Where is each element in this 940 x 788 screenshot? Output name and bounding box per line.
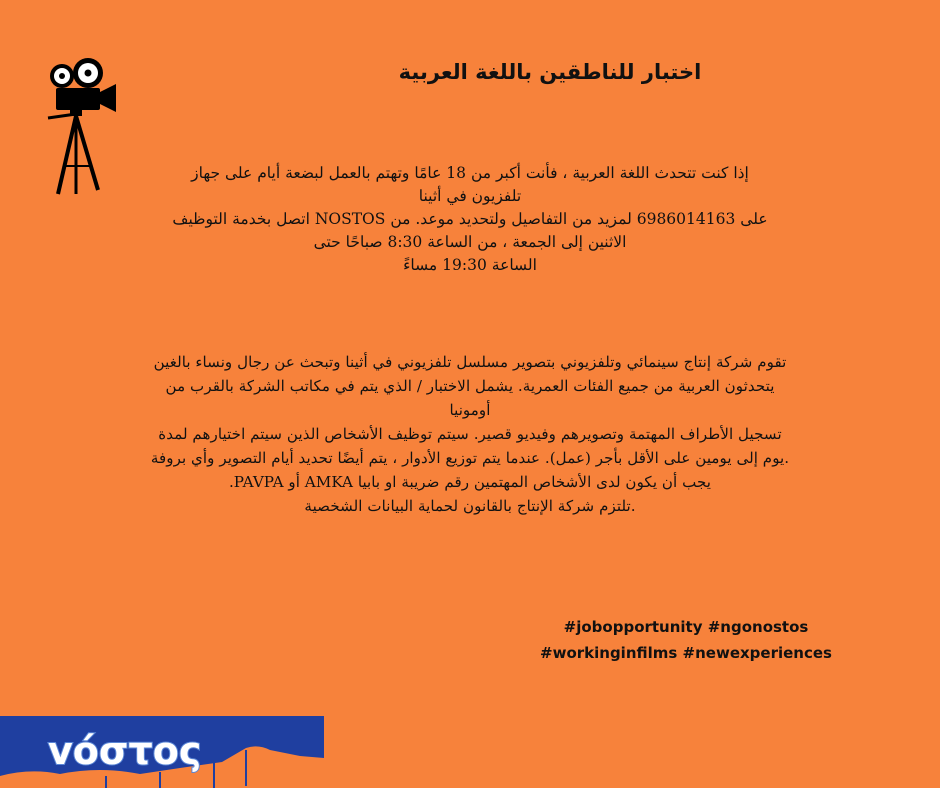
intro-line: الساعة 19:30 مساءً (403, 256, 537, 274)
details-line: تسجيل الأطراف المهتمة وتصويرهم وفيديو قصير. سيتم توظيف الأشخاص الذين سيتم اختيارهم لمدة (158, 425, 782, 443)
details-line: تقوم شركة إنتاج سينمائي وتلفزيوني بتصوير مسلسل تلفزيوني في أثينا وتبحث عن رجال ونساء بالغين (153, 353, 787, 371)
details-line: يجب أن يكون لدى الأشخاص المهتمين رقم ضريبة او بابيا AMKA أو PAVPA. (228, 473, 712, 491)
nostos-logo (0, 716, 324, 788)
intro-line: إذا كنت تتحدث اللغة العربية ، فأنت أكبر من 18 عامًا وتهتم بالعمل لبضعة أيام على جهاز (191, 164, 749, 182)
details-line: .تلتزم شركة الإنتاج بالقانون لحماية البيانات الشخصية (304, 497, 636, 515)
intro-line: على 6986014163 لمزيد من التفاصيل ولتحديد موعد. من NOSTOS اتصل بخدمة التوظيف (172, 210, 768, 228)
hashtag-line: #workinginfilms #newexperiences (540, 644, 832, 662)
details-line: يتحدثون العربية من جميع الفئات العمرية. يشمل الاختبار / الذي يتم في مكاتب الشركة بالقرب من (165, 377, 775, 395)
details-line: .يوم إلى يومين على الأقل بأجر (عمل). عندما يتم توزيع الأدوار ، يتم أيضًا تحديد أيام التصوير وأي بروفة (150, 449, 790, 467)
hashtag-line: #jobopportunity #ngonostos (563, 618, 809, 636)
details-paragraph (16, 350, 924, 518)
page-title: اختبار للناطقين باللغة العربية (398, 60, 702, 84)
intro-line: الاثنين إلى الجمعة ، من الساعة 8:30 صباحًا حتى (313, 233, 627, 251)
intro-paragraph (16, 162, 924, 277)
hashtags (470, 614, 902, 666)
details-line: أومونيا (449, 401, 491, 419)
intro-line: تلفزيون في أثينا (418, 187, 522, 205)
logo-text: vóστος (48, 729, 202, 773)
